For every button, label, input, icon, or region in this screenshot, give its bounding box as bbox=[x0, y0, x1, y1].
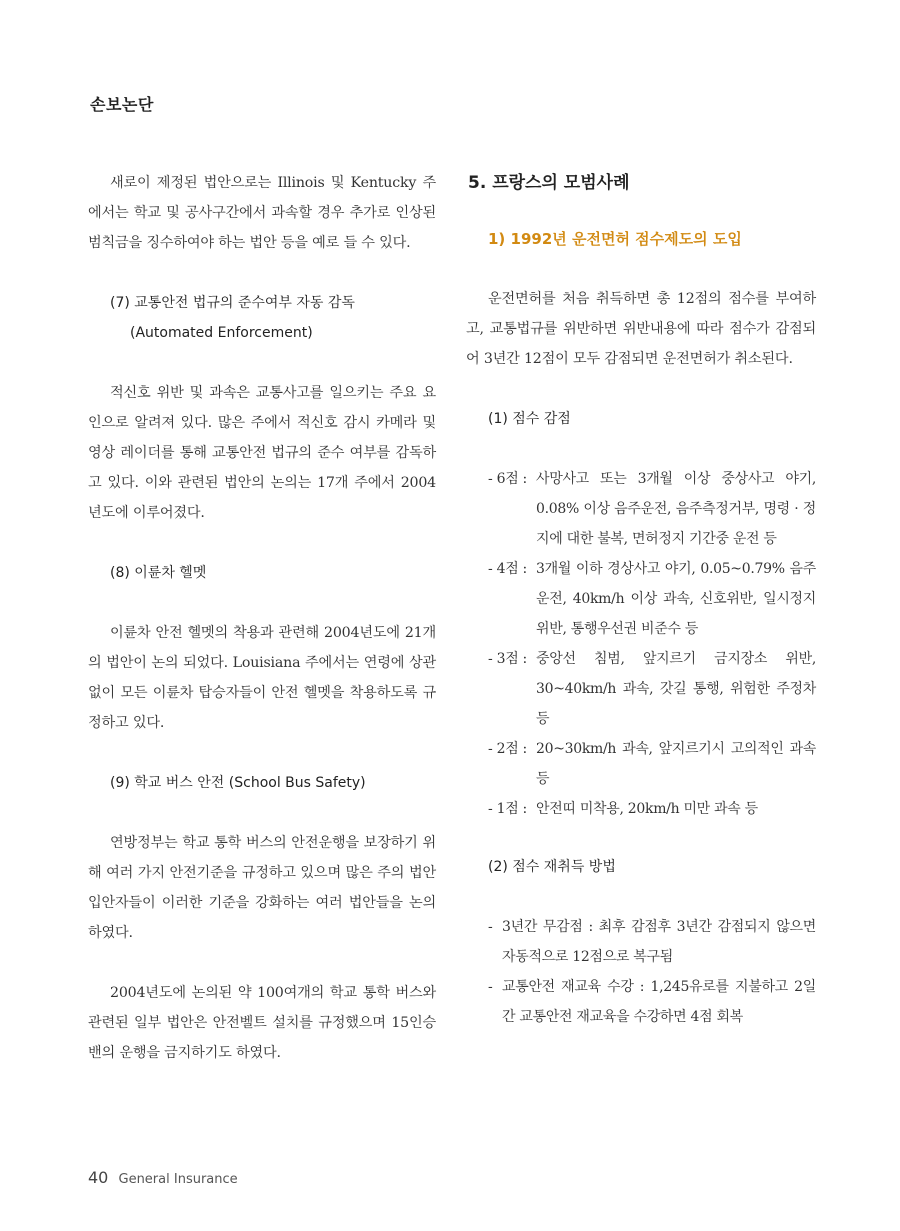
item-lead: - 6점 : bbox=[488, 471, 527, 487]
paragraph: 2004년도에 논의된 약 100여개의 학교 통학 버스와 관련된 일부 법안은 안전벨트 설치를 규정했으며 15인승 밴의 운행을 금지하기도 하였다. bbox=[88, 985, 436, 1061]
subsection-heading-line: (Automated Enforcement) bbox=[130, 325, 313, 341]
paragraph: 새로이 제정된 법안으로는 Illinois 및 Kentucky 주에서는 학교 및 공사구간에서 과속할 경우 추가로 인상된 범칙금을 징수하여야 하는 법안 등을 예로 들 수 있다. bbox=[88, 175, 436, 251]
item-text: 중앙선 침범, 앞지르기 금지장소 위반, 30~40km/h 과속, 갓길 통행, 위험한 주정차 등 bbox=[536, 651, 816, 727]
list-item bbox=[466, 644, 816, 734]
list-item bbox=[466, 554, 816, 644]
item-text: 3년간 무감점 : 최후 감점후 3년간 감점되지 않으면 자동적으로 12점으로 복구됨 bbox=[502, 919, 816, 965]
list-item bbox=[466, 734, 816, 794]
list-item bbox=[466, 464, 816, 554]
item-text: 교통안전 재교육 수강 : 1,245유로를 지불하고 2일간 교통안전 재교육을 수강하면 4점 회복 bbox=[502, 979, 816, 1025]
list-item bbox=[466, 912, 816, 972]
item-lead: - bbox=[488, 979, 493, 995]
left-column bbox=[88, 168, 436, 1098]
right-column bbox=[466, 170, 816, 1060]
subsection-heading-8: (8) 이륜차 헬멧 bbox=[110, 565, 207, 581]
paragraph: 이륜차 안전 헬멧의 착용과 관련해 2004년도에 21개의 법안이 논의 되었다. Louisiana 주에서는 연령에 상관없이 모든 이륜차 탑승자들이 안전 헬멧을 착용하도록 규정하고 있다. bbox=[88, 625, 436, 731]
item-text: 안전띠 미착용, 20km/h 미만 과속 등 bbox=[536, 801, 758, 817]
page-number: 40 bbox=[88, 1168, 109, 1187]
item-lead: - bbox=[488, 919, 493, 935]
item-lead: - 4점 : bbox=[488, 561, 527, 577]
magazine-name: General Insurance bbox=[118, 1172, 238, 1187]
item-text: 3개월 이하 경상사고 야기, 0.05~0.79% 음주운전, 40km/h 이상 과속, 신호위반, 일시정지 위반, 통행우선권 비준수 등 bbox=[536, 561, 816, 637]
subsection-heading-recovery: (2) 점수 재취득 방법 bbox=[488, 859, 616, 875]
paragraph: 운전면허를 처음 취득하면 총 12점의 점수를 부여하고, 교통법규를 위반하면 위반내용에 따라 점수가 감점되어 3년간 12점이 모두 감점되면 운전면허가 취소된다. bbox=[466, 291, 816, 367]
subsection-heading-deduction: (1) 점수 감점 bbox=[488, 411, 571, 427]
item-text: 사망사고 또는 3개월 이상 중상사고 야기, 0.08% 이상 음주운전, 음주측정거부, 명령 · 정지에 대한 불복, 면허정지 기간중 운전 등 bbox=[536, 471, 816, 547]
list-item bbox=[466, 794, 816, 824]
paragraph: 적신호 위반 및 과속은 교통사고를 일으키는 주요 요인으로 알려져 있다. 많은 주에서 적신호 감시 카메라 및 영상 레이더를 통해 교통안전 법규의 준수 여부를 감독하고 있다. 이와 관련된 법안의 논의는 17개 주에서 2004년도에 이루어졌다. bbox=[88, 385, 436, 521]
deduction-list bbox=[466, 464, 816, 824]
section-subtitle: 1) 1992년 운전면허 점수제도의 도입 bbox=[488, 230, 742, 248]
paragraph: 연방정부는 학교 통학 버스의 안전운행을 보장하기 위해 여러 가지 안전기준을 규정하고 있으며 많은 주의 법안 입안자들이 이러한 기준을 강화하는 여러 법안들을 논의하였다. bbox=[88, 835, 436, 941]
subsection-heading-7 bbox=[88, 288, 436, 348]
subsection-heading-line: (7) 교통안전 법규의 준수여부 자동 감독 bbox=[110, 295, 355, 311]
list-item bbox=[466, 972, 816, 1032]
item-lead: - 3점 : bbox=[488, 651, 527, 667]
item-text: 20~30km/h 과속, 앞지르기시 고의적인 과속 등 bbox=[536, 741, 816, 787]
section-title: 5. 프랑스의 모범사례 bbox=[468, 173, 630, 193]
item-lead: - 2점 : bbox=[488, 741, 527, 757]
page-footer bbox=[88, 1168, 238, 1187]
recovery-list bbox=[466, 912, 816, 1032]
item-lead: - 1점 : bbox=[488, 801, 527, 817]
running-header: 손보논단 bbox=[90, 95, 154, 114]
subsection-heading-9: (9) 학교 버스 안전 (School Bus Safety) bbox=[110, 775, 366, 791]
